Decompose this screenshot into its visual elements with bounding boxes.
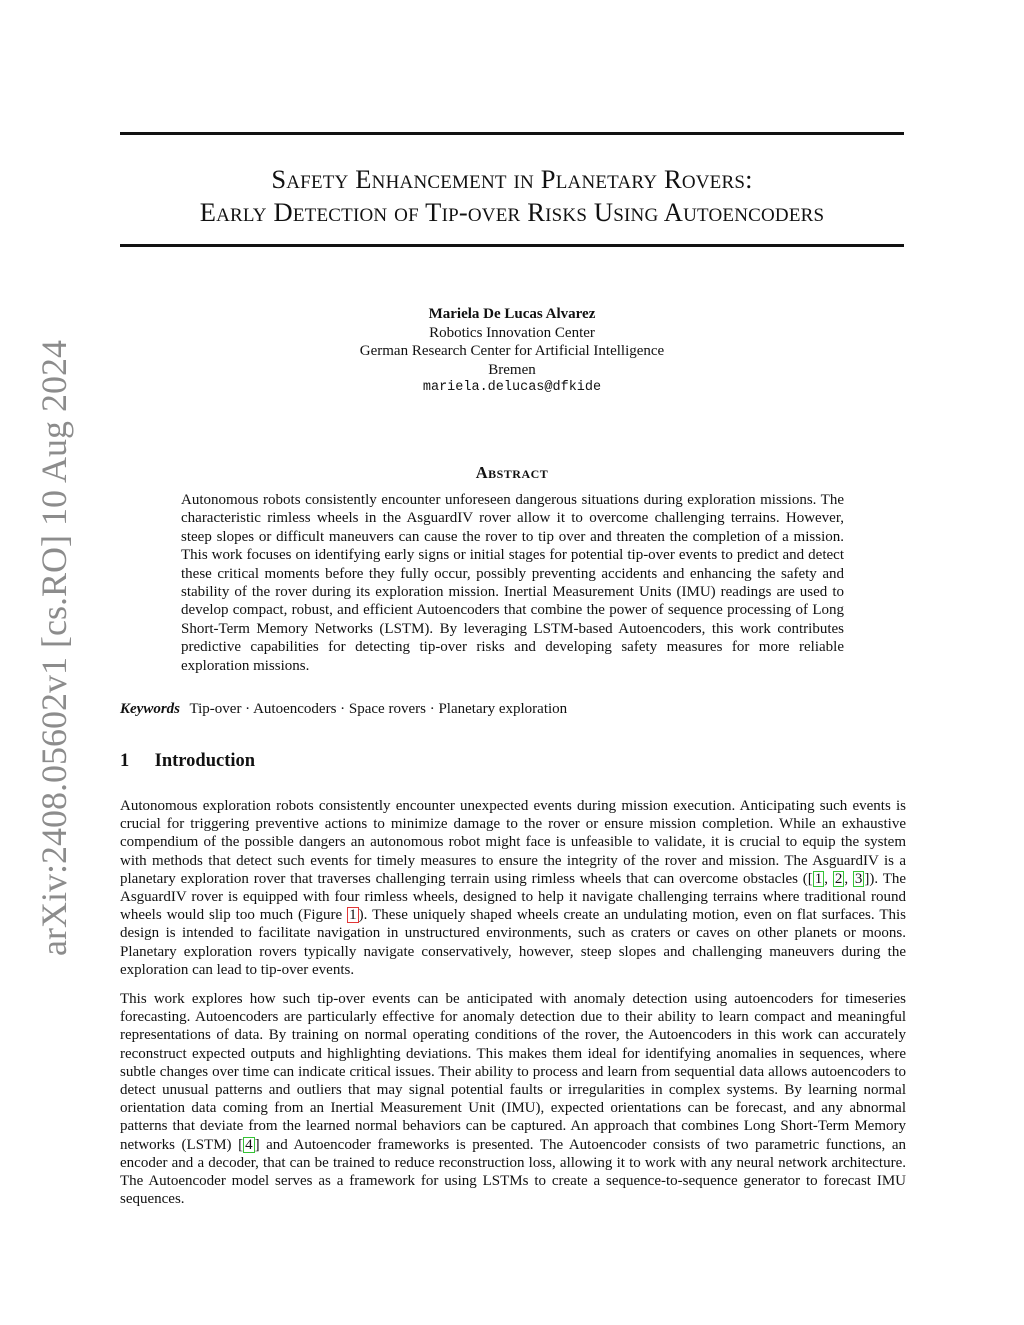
citation-link-1[interactable]: 1: [814, 870, 823, 887]
paper-title-line-2: Early Detection of Tip-over Risks Using Autoencoders: [199, 197, 825, 227]
author-email: mariela.delucas@dfkide: [422, 380, 602, 395]
author-name: Mariela De Lucas Alvarez: [428, 306, 596, 322]
keywords-line: [120, 700, 904, 719]
abstract-heading: Abstract: [475, 463, 549, 482]
author-city: Bremen: [488, 361, 536, 378]
section-heading-introduction: [120, 751, 255, 772]
section-number: 1: [120, 751, 130, 771]
author-affiliation-institute: German Research Center for Artificial Intelligence: [359, 343, 665, 359]
citation-separator: ,: [844, 870, 853, 887]
intro-paragraph-2: [120, 990, 906, 1208]
author-block: [120, 305, 904, 398]
paper-title-line-1: Safety Enhancement in Planetary Rovers:: [271, 164, 753, 194]
keywords-label: Keywords: [120, 701, 180, 717]
citation-link-4[interactable]: 4: [245, 1136, 253, 1153]
title-top-rule: [120, 132, 904, 135]
citation-link-2[interactable]: 2: [834, 870, 843, 887]
keywords-list: Tip-over · Autoencoders · Space rovers · Planetary exploration: [189, 701, 568, 717]
abstract-text: Autonomous robots consistently encounter unforeseen dangerous situations during exploration missions. The characteristic rimless wheels in the AsguardIV rover allow it to overcome challenging terrains. However, steep slopes or difficult maneuvers can cause the rover to tip over and threaten the completion of a mission. This work focuses on identifying early signs or initial stages for potential tip-over events to predict and detect these critical moments before they fully occur, possibly preventing accidents and enhancing the safety and stability of the rover during its exploration mission. Inertial Measurement Units (IMU) readings are used to develop compact, robust, and efficient Autoencoders that combine the power of sequence processing of Long Short-Term Memory Networks (LSTM). By leveraging LSTM-based Autoencoders, this work contributes predictive capabilities for detecting tip-over risks and developing safety measures for more reliable exploration missions.: [181, 492, 844, 674]
paragraph-text: ] and Autoencoder frameworks is presented. The Autoencoder consists of two parametric functions, an encoder and a decoder, that can be trained to reduce reconstruction loss, allowing it to work with any neural network architecture. The Autoencoder model serves as a framework for using LSTMs to create a sequence-to-sequence generator to forecast IMU sequences.: [120, 1136, 906, 1208]
section-title: Introduction: [154, 751, 256, 771]
figure-reference-link-1[interactable]: 1: [349, 907, 357, 924]
citation-separator: ,: [824, 870, 833, 887]
paragraph-text: Autonomous exploration robots consistently encounter unexpected events during mission execution. Anticipating such events is crucial for triggering preventive actions to minimize damage to the rover or ensure mission completion. While an exhaustive compendium of the possible dangers an autonomous robot might face is unfeasible to validate, it is crucial to equip the system with methods that detect such events for timely measures to ensure the integrity of the rover and mission. The AsguardIV is a planetary exploration rover that traverses challenging terrain using rimless wheels that can overcome obstacles ([: [120, 798, 906, 887]
title-bottom-rule: [120, 244, 904, 247]
author-affiliation-lab: Robotics Innovation Center: [429, 324, 595, 341]
paragraph-text: This work explores how such tip-over events can be anticipated with anomaly detection using autoencoders for timeseries forecasting. Autoencoders are particularly effective for anomaly detection due to their ability to learn compact and meaningful representations of data. By training on normal operating conditions of the rover, the Autoencoders in this work can accurately reconstruct expected outputs and highlighting deviations. This makes them ideal for identifying anomalies in sequences, where subtle changes over time can indicate critical issues. Their ability to process and learn from sequential data allows autoencoders to detect unusual patterns and outliers that may signal potential faults or irregularities in complex systems. By learning normal orientation data coming from an Inertial Measurement Unit (IMU), expected orientations can be forecast, and any abnormal patterns that deviate from the learned normal behaviors can be captured. An approach that combines Long Short-Term Memory networks (LSTM) [: [120, 991, 906, 1153]
paragraph-text: ). These uniquely shaped wheels create an undulating motion, even on flat surfaces. This design is intended to facilitate navigation in unstructured environments, such as craters or caves on other planets or moons. Planetary exploration rovers typically navigate conservatively, however, steep slopes and challenging maneuvers during the exploration can lead to tip-over events.: [120, 907, 906, 978]
intro-paragraph-1: [120, 797, 906, 979]
citation-link-3[interactable]: 3: [854, 870, 863, 887]
paragraph-text: ]). The AsguardIV rover is equipped with four rimless wheels, designed to help it navigate challenging terrains where traditional round wheels would slip too much (Figure: [120, 870, 907, 924]
arxiv-identifier-text: arXiv:2408.05602v1 [cs.RO] 10 Aug 2024: [34, 340, 74, 956]
